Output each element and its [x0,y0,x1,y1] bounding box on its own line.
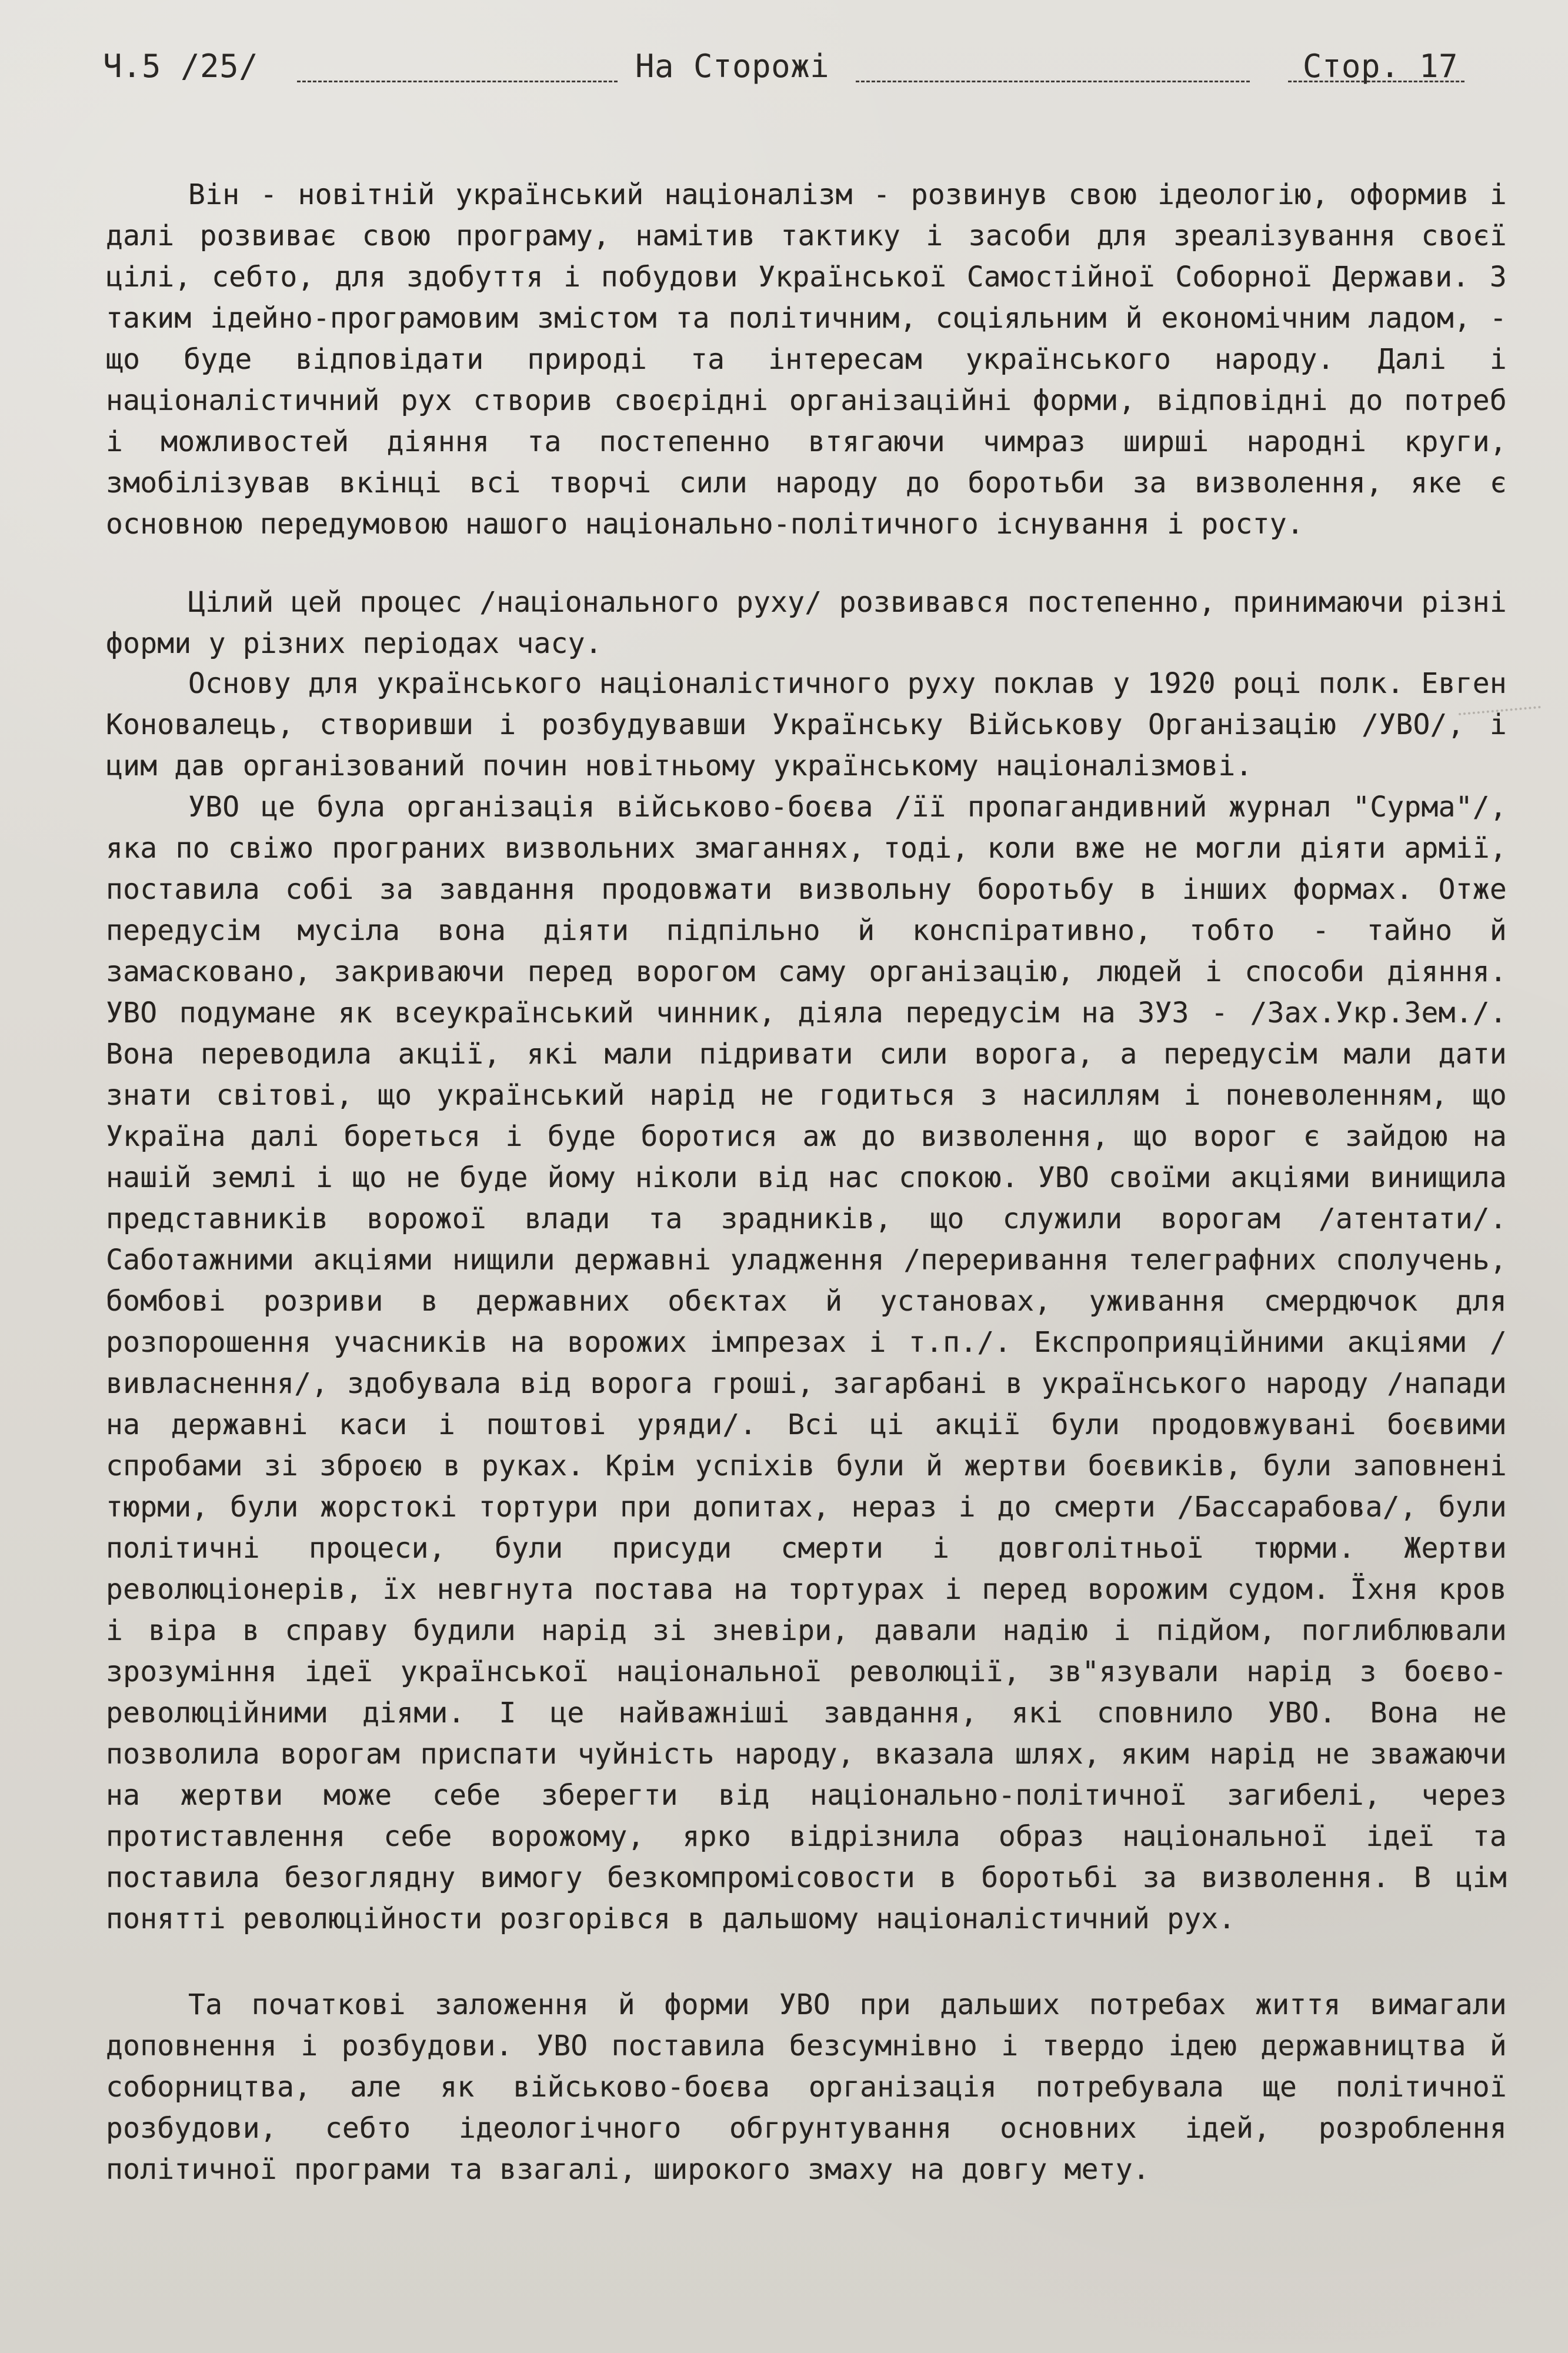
paragraph-1: Він - новітній український націоналізм - розвинув свою ідеологію, оформив і далі розвиває свою програму, намітив тактику і засоби для зреалізування своєї цілі, себто, для здобуття і побудови Української Самостійної Соборної Держави. З таким ідейно-програмовим змістом та політичним, соціяльним й економічним ладом, - що буде відповідати природі та інтересам українського народу. Далі і націоналістичний рух створив своєрідні організаційні форми, відповідні до потреб і можливостей діяння та постепенно втягаючи чимраз ширші народні круги, змобілізував вкінці всі творчі сили народу до боротьби за визволення, яке є основною передумовою нашого національно-політичного існування і росту. [106,178,1507,541]
paragraph-3: Основу для українського націоналістичного руху поклав у 1920 році полк. Евген Коновалець, створивши і розбудувавши Українську Військову Організацію /УВО/, і цим дав організований почин новітньому українському націоналізмові. [106,667,1507,782]
page-header [103,40,1465,87]
issue-number: Ч.5 /25/ [103,48,259,85]
paragraph-5: Та початкові заложення й форми УВО при дальших потребах життя вимагали доповнення і розбудови. УВО поставила безсумнівно і твердо ідею державництва й соборництва, але як військово-боєва організація потребувала ще політичної розбудови, себто ідеологічного обгрунтування основних ідей, розроблення політичної програми та взагалі, широкого змаху на довгу мету. [106,1988,1507,2186]
header-divider-left [297,81,618,82]
paragraph-4: УВО це була організація військово-боєва /її пропагандивний журнал "Сурма"/, яка по свіжо програних визвольних змаганнях, тоді, коли вже не могли діяти армії, поставила собі за завдання продовжати визвольну боротьбу в інших формах. Отже передусім мусіла вона діяти підпільно й конспіративно, тобто - тайно й замасковано, закриваючи перед ворогом саму організацію, людей і способи діяння. УВО подумане як всеукраїнський чинник, діяла передусім на ЗУЗ - /Зах.Укр.Зем./. Вона переводила акції, які мали підривати сили ворога, а передусім мали дати знати світові, що український нарід не годиться з насиллям і поневоленням, що Україна далі бореться і буде боротися аж до визволення, що ворог є зайдою на нашій землі і що не буде йому ніколи від нас спокою. УВО своїми акціями винищила представників ворожої влади та зрадників, що служили ворогам /атентати/. Саботажними акціями нищили державні уладження /переривання телеграфних сполучень, бомбові розриви в державних обєктах й установах, уживання смердючок для розпорошення учасників на ворожих імпрезах і т.п./. Експроприяційними акціями /вивласнення/, здобувала від ворога гроші, загарбані в українського народу /напади на державні каси і поштові уряди/. Всі ці акції були продовжувані боєвими спробами зі зброєю в руках. Крім успіхів були й жертви боєвиків, були заповнені тюрми, були жорстокі тортури при допитах, нераз і до смерти /Бассарабова/, були політичні процеси, були присуди смерти і довголітньої тюрми. Жертви революціонерів, їх невгнута постава на тортурах і перед ворожим судом. Їхня кров і віра в справу будили нарід зі зневіри, давали надію і підйом, поглиблювали зрозуміння ідеї української національної революції, зв"язували нарід з боєво-революційними діями. І це найважніші завдання, які сповнило УВО. Вона не позволила ворогам приспати чуйність народу, вказала шлях, яким нарід не зважаючи на жертви може себе зберегти від національно-політичної загибелі, через протиставлення себе ворожому, ярко відрізнила образ національної ідеї та поставила безоглядну вимогу безкомпромісовости в боротьбі за визволення. В цім понятті революційности розгорівся в дальшому націоналістичний рух. [106,791,1507,1935]
page-number: Стор. 17 [1302,48,1458,85]
header-divider-right [1288,81,1464,82]
publication-title: На Сторожі [635,48,830,85]
paragraph-2: Цілий цей процес /національного руху/ розвивався постепенно, принимаючи різні форми у різних періодах часу. [106,586,1507,660]
header-divider-middle [856,81,1250,82]
